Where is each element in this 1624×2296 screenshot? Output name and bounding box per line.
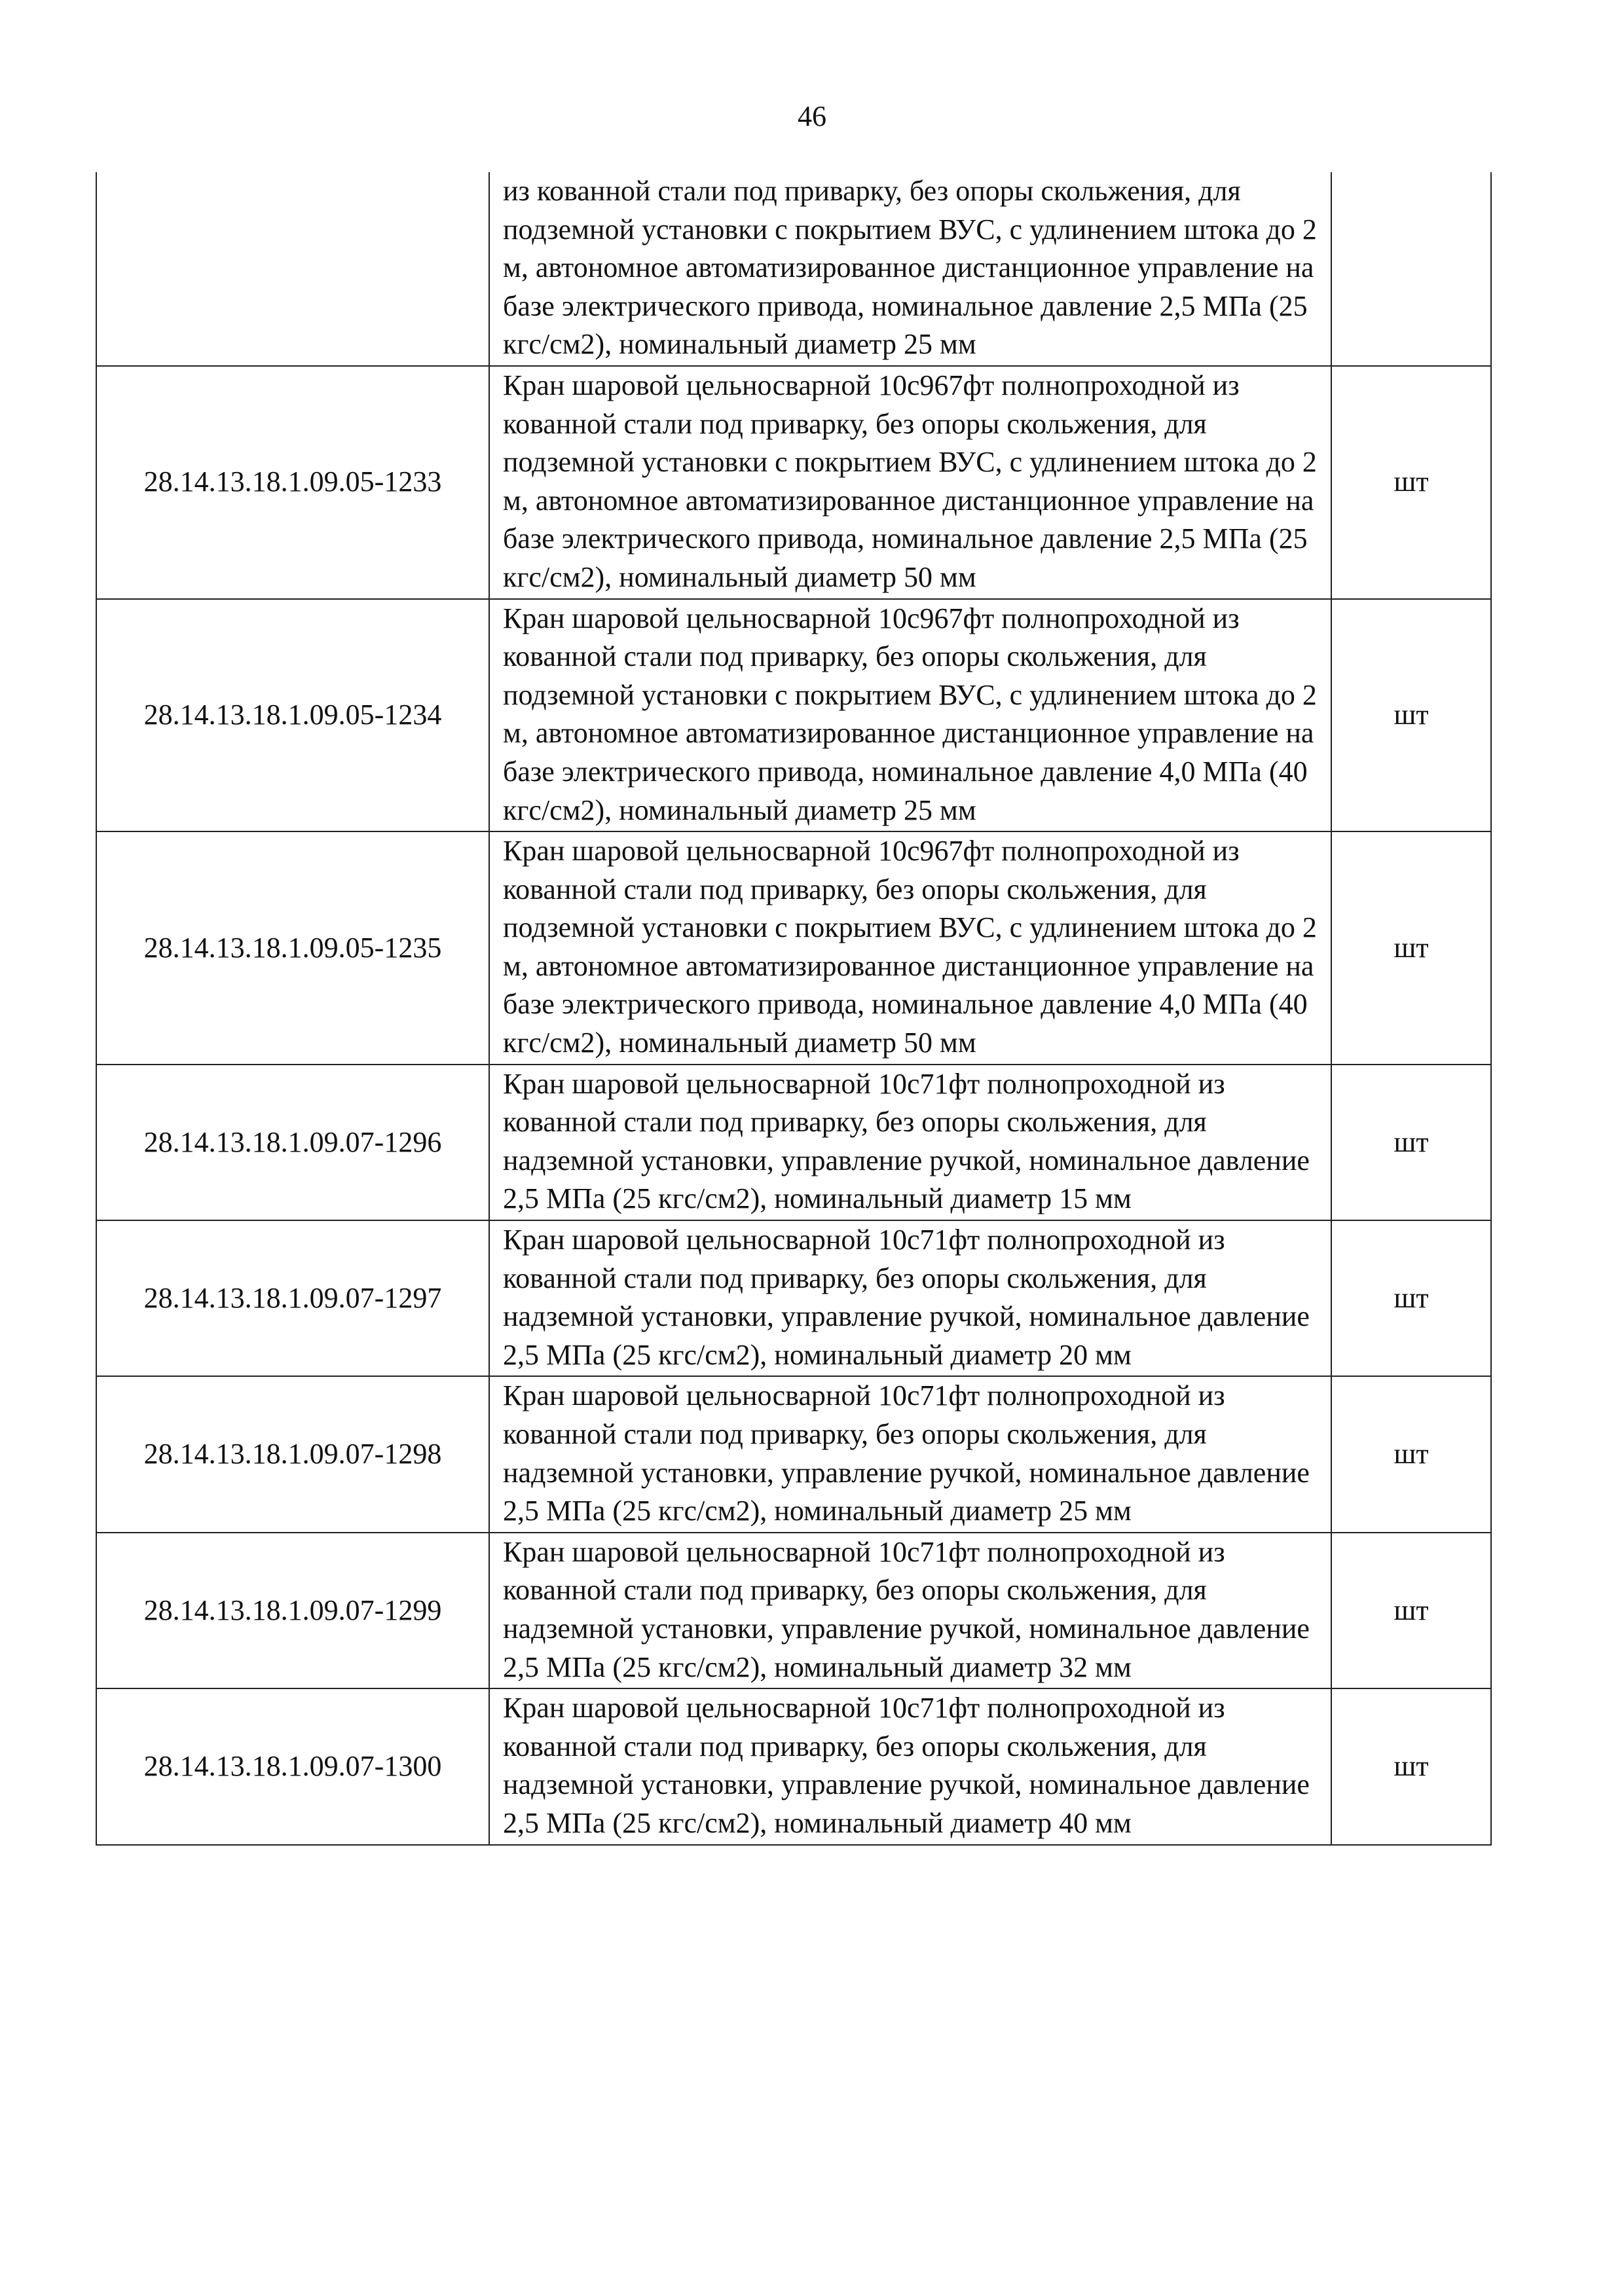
table-row [96, 1065, 1491, 1220]
table-row [96, 172, 1491, 366]
page-number: 46 [798, 100, 826, 132]
unit-of-measure: шт [1331, 831, 1491, 1065]
resource-code: 28.14.13.18.1.09.07-1298 [96, 1376, 489, 1532]
table-row [96, 366, 1491, 599]
resource-description: Кран шаровой цельносварной 10с967фт полнопроходной из кованной стали под приварку, без опоры скольжения, для подземной установки с покрытием ВУС, с удлинением штока до 2 м, автономное автоматизированное дистанционное управление на базе электрического привода, номинальное давление 4,0 МПа (40 кгс/см2), номинальный диаметр 50 мм [489, 831, 1331, 1065]
resource-description: Кран шаровой цельносварной 10с71фт полнопроходной из кованной стали под приварку, без опоры скольжения, для надземной установки, управление ручкой, номинальное давление 2,5 МПа (25 кгс/см2), номинальный диаметр 20 мм [489, 1220, 1331, 1376]
resource-code: 28.14.13.18.1.09.07-1297 [96, 1220, 489, 1376]
table-row [96, 599, 1491, 832]
resource-code: 28.14.13.18.1.09.05-1235 [96, 831, 489, 1065]
resource-description: из кованной стали под приварку, без опоры скольжения, для подземной установки с покрытием ВУС, с удлинением штока до 2 м, автономное автоматизированное дистанционное управление на базе электрического привода, номинальное давление 2,5 МПа (25 кгс/см2), номинальный диаметр 25 мм [489, 172, 1331, 366]
resource-description: Кран шаровой цельносварной 10с71фт полнопроходной из кованной стали под приварку, без опоры скольжения, для надземной установки, управление ручкой, номинальное давление 2,5 МПа (25 кгс/см2), номинальный диаметр 25 мм [489, 1376, 1331, 1532]
specification-table [96, 172, 1492, 1846]
unit-of-measure: шт [1331, 1688, 1491, 1844]
unit-of-measure: шт [1331, 1220, 1491, 1376]
resource-code: 28.14.13.18.1.09.07-1296 [96, 1065, 489, 1220]
resource-code: 28.14.13.18.1.09.07-1300 [96, 1688, 489, 1844]
resource-code: 28.14.13.18.1.09.05-1234 [96, 599, 489, 832]
resource-code: 28.14.13.18.1.09.05-1233 [96, 366, 489, 599]
unit-of-measure: шт [1331, 1065, 1491, 1220]
table-row [96, 1688, 1491, 1844]
resource-code [96, 172, 489, 366]
unit-of-measure: шт [1331, 599, 1491, 832]
unit-of-measure: шт [1331, 366, 1491, 599]
table-row [96, 1220, 1491, 1376]
table-row [96, 1533, 1491, 1688]
table-row [96, 831, 1491, 1065]
resource-description: Кран шаровой цельносварной 10с967фт полнопроходной из кованной стали под приварку, без опоры скольжения, для подземной установки с покрытием ВУС, с удлинением штока до 2 м, автономное автоматизированное дистанционное управление на базе электрического привода, номинальное давление 2,5 МПа (25 кгс/см2), номинальный диаметр 50 мм [489, 366, 1331, 599]
resource-description: Кран шаровой цельносварной 10с71фт полнопроходной из кованной стали под приварку, без опоры скольжения, для надземной установки, управление ручкой, номинальное давление 2,5 МПа (25 кгс/см2), номинальный диаметр 32 мм [489, 1533, 1331, 1688]
table-row [96, 1376, 1491, 1532]
resource-description: Кран шаровой цельносварной 10с967фт полнопроходной из кованной стали под приварку, без опоры скольжения, для подземной установки с покрытием ВУС, с удлинением штока до 2 м, автономное автоматизированное дистанционное управление на базе электрического привода, номинальное давление 4,0 МПа (40 кгс/см2), номинальный диаметр 25 мм [489, 599, 1331, 832]
resource-description: Кран шаровой цельносварной 10с71фт полнопроходной из кованной стали под приварку, без опоры скольжения, для надземной установки, управление ручкой, номинальное давление 2,5 МПа (25 кгс/см2), номинальный диаметр 15 мм [489, 1065, 1331, 1220]
resource-code: 28.14.13.18.1.09.07-1299 [96, 1533, 489, 1688]
unit-of-measure: шт [1331, 1376, 1491, 1532]
table-body [96, 172, 1491, 1845]
unit-of-measure: шт [1331, 1533, 1491, 1688]
unit-of-measure [1331, 172, 1491, 366]
resource-description: Кран шаровой цельносварной 10с71фт полнопроходной из кованной стали под приварку, без опоры скольжения, для надземной установки, управление ручкой, номинальное давление 2,5 МПа (25 кгс/см2), номинальный диаметр 40 мм [489, 1688, 1331, 1844]
